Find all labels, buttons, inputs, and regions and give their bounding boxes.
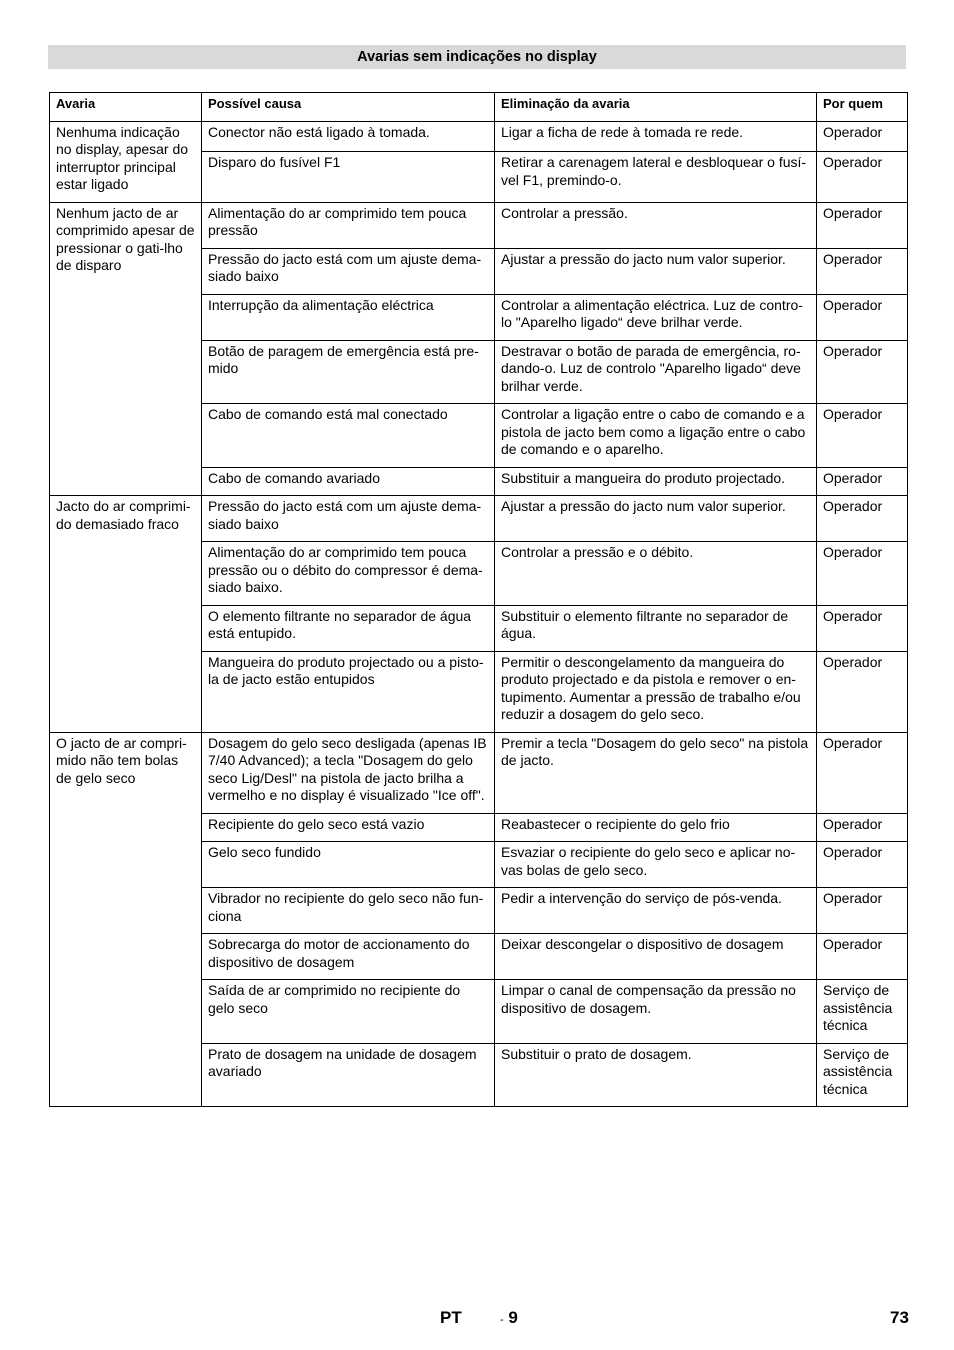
table-row	[50, 732, 908, 813]
by-cell: Serviço de assistência técnica	[817, 980, 908, 1044]
cause-cell: Pressão do jacto está com um ajuste dema-siado baixo	[202, 248, 495, 294]
remedy-cell: Pedir a intervenção do serviço de pós-venda.	[495, 888, 817, 934]
remedy-cell: Destravar o botão de parada de emergência, ro-dando-o. Luz de controlo "Aparelho ligado“ deve brilhar verde.	[495, 340, 817, 404]
cause-cell: Pressão do jacto está com um ajuste dema-siado baixo	[202, 496, 495, 542]
by-cell: Operador	[817, 121, 908, 152]
by-cell: Operador	[817, 340, 908, 404]
remedy-cell: Retirar a carenagem lateral e desbloquear o fusí-vel F1, premindo-o.	[495, 152, 817, 202]
by-cell: Operador	[817, 404, 908, 468]
remedy-cell: Substituir a mangueira do produto projectado.	[495, 467, 817, 496]
cause-cell: O elemento filtrante no separador de água está entupido.	[202, 605, 495, 651]
cause-cell: Conector não está ligado à tomada.	[202, 121, 495, 152]
table-row	[50, 496, 908, 542]
table-row	[50, 202, 908, 248]
remedy-cell: Controlar a pressão.	[495, 202, 817, 248]
remedy-cell: Premir a tecla "Dosagem do gelo seco" na pistola de jacto.	[495, 732, 817, 813]
header-por-quem: Por quem	[817, 93, 908, 122]
table-row	[50, 121, 908, 152]
remedy-cell: Substituir o elemento filtrante no separador de água.	[495, 605, 817, 651]
by-cell: Operador	[817, 496, 908, 542]
remedy-cell: Esvaziar o recipiente do gelo seco e aplicar no-vas bolas de gelo seco.	[495, 842, 817, 888]
footer-section-page	[500, 1308, 518, 1328]
by-cell: Operador	[817, 651, 908, 732]
section-title: Avarias sem indicações no display	[48, 45, 906, 69]
by-cell: Operador	[817, 934, 908, 980]
remedy-cell: Controlar a pressão e o débito.	[495, 542, 817, 606]
cause-cell: Cabo de comando avariado	[202, 467, 495, 496]
cause-cell: Mangueira do produto projectado ou a pisto-la de jacto estão entupidos	[202, 651, 495, 732]
by-cell: Operador	[817, 294, 908, 340]
by-cell: Operador	[817, 202, 908, 248]
by-cell: Serviço de assistência técnica	[817, 1043, 908, 1107]
footer-dash: -	[500, 1314, 504, 1326]
fault-cell: Jacto do ar comprimi-do demasiado fraco	[50, 496, 202, 733]
fault-cell: O jacto de ar compri-mido não tem bolas de gelo seco	[50, 732, 202, 1107]
fault-table	[49, 92, 908, 1107]
footer-language: PT	[440, 1308, 462, 1327]
by-cell: Operador	[817, 152, 908, 202]
remedy-cell: Controlar a alimentação eléctrica. Luz de contro-lo "Aparelho ligado“ deve brilhar verde.	[495, 294, 817, 340]
footer-section-page-number: 9	[508, 1308, 518, 1327]
cause-cell: Disparo do fusível F1	[202, 152, 495, 202]
cause-cell: Botão de paragem de emergência está pre-mido	[202, 340, 495, 404]
cause-cell: Alimentação do ar comprimido tem pouca pressão	[202, 202, 495, 248]
by-cell: Operador	[817, 605, 908, 651]
footer-page-number: 73	[890, 1308, 909, 1327]
cause-cell: Prato de dosagem na unidade de dosagem avariado	[202, 1043, 495, 1107]
cause-cell: Gelo seco fundido	[202, 842, 495, 888]
cause-cell: Dosagem do gelo seco desligada (apenas IB 7/40 Advanced); a tecla "Dosagem do gelo seco Lig/Desl" na pistola de jacto brilha a vermelho e no display é visualizado "Ice off".	[202, 732, 495, 813]
by-cell: Operador	[817, 248, 908, 294]
fault-cell: Nenhum jacto de ar comprimido apesar de pressionar o gati-lho de disparo	[50, 202, 202, 496]
by-cell: Operador	[817, 813, 908, 842]
by-cell: Operador	[817, 542, 908, 606]
remedy-cell: Ajustar a pressão do jacto num valor superior.	[495, 248, 817, 294]
header-possivel-causa: Possível causa	[202, 93, 495, 122]
cause-cell: Alimentação do ar comprimido tem pouca pressão ou o débito do compressor é dema-siado baixo.	[202, 542, 495, 606]
cause-cell: Sobrecarga do motor de accionamento do dispositivo de dosagem	[202, 934, 495, 980]
cause-cell: Recipiente do gelo seco está vazio	[202, 813, 495, 842]
remedy-cell: Deixar descongelar o dispositivo de dosagem	[495, 934, 817, 980]
table-header-row	[50, 93, 908, 122]
by-cell: Operador	[817, 842, 908, 888]
fault-cell: Nenhuma indicação no display, apesar do interruptor principal estar ligado	[50, 121, 202, 202]
remedy-cell: Permitir o descongelamento da mangueira do produto projectado e da pistola e remover o en-tupimento. Aumentar a pressão de trabalho e/ou reduzir a dosagem do gelo seco.	[495, 651, 817, 732]
remedy-cell: Limpar o canal de compensação da pressão no dispositivo de dosagem.	[495, 980, 817, 1044]
remedy-cell: Controlar a ligação entre o cabo de comando e a pistola de jacto bem como a ligação entre o cabo de comando e o aparelho.	[495, 404, 817, 468]
cause-cell: Saída de ar comprimido no recipiente do gelo seco	[202, 980, 495, 1044]
header-eliminacao: Eliminação da avaria	[495, 93, 817, 122]
by-cell: Operador	[817, 467, 908, 496]
remedy-cell: Substituir o prato de dosagem.	[495, 1043, 817, 1107]
remedy-cell: Reabastecer o recipiente do gelo frio	[495, 813, 817, 842]
by-cell: Operador	[817, 888, 908, 934]
cause-cell: Interrupção da alimentação eléctrica	[202, 294, 495, 340]
remedy-cell: Ligar a ficha de rede à tomada re rede.	[495, 121, 817, 152]
by-cell: Operador	[817, 732, 908, 813]
cause-cell: Cabo de comando está mal conectado	[202, 404, 495, 468]
remedy-cell: Ajustar a pressão do jacto num valor superior.	[495, 496, 817, 542]
cause-cell: Vibrador no recipiente do gelo seco não fun-ciona	[202, 888, 495, 934]
header-avaria: Avaria	[50, 93, 202, 122]
